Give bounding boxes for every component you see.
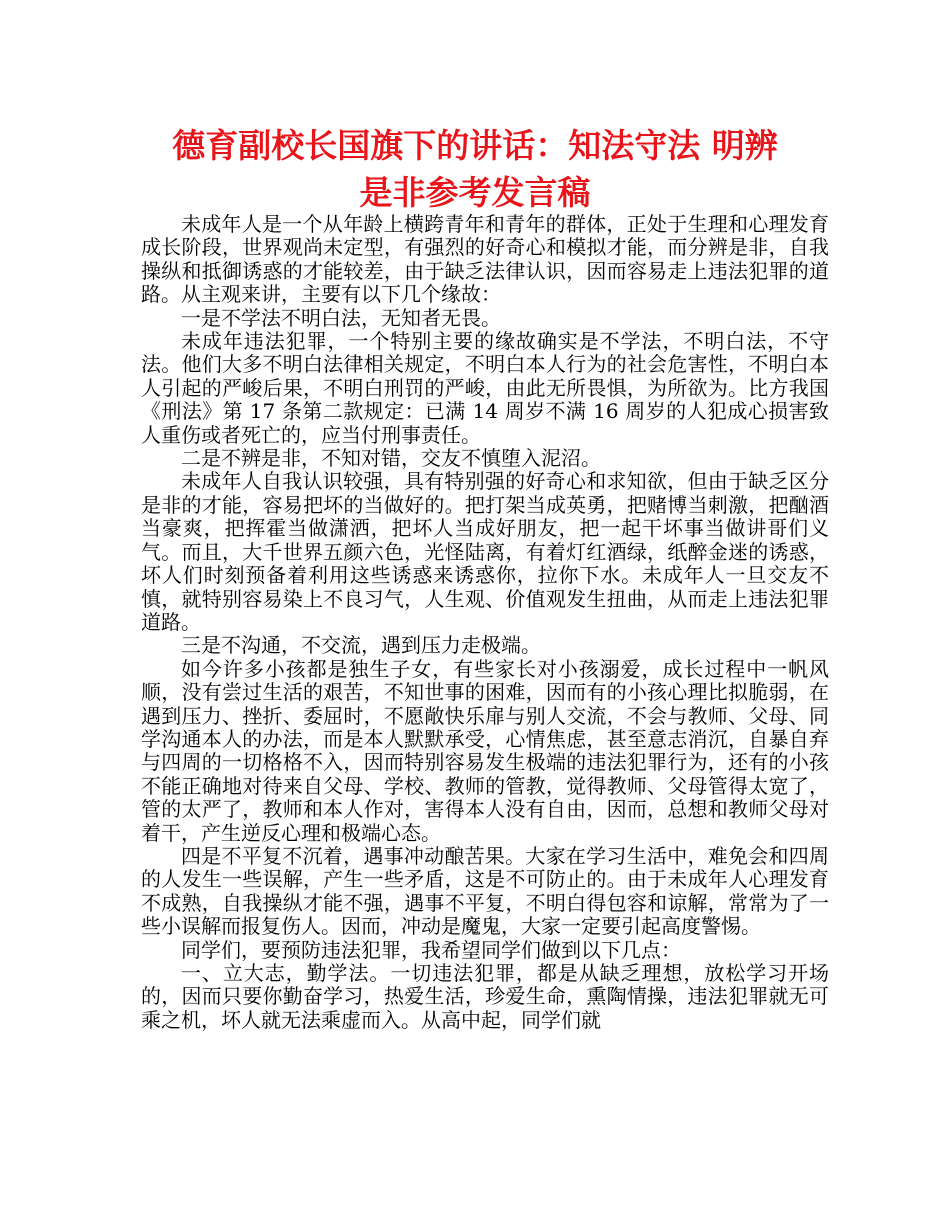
page-title <box>130 122 820 216</box>
paragraph-point-4: 四是不平复不沉着，遇事冲动酿苦果。大家在学习生活中，难免会和四周的人发生一些误解，产生一些矛盾，这是不可防止的。由于未成年人心理发育不成熟，自我操纵才能不强，遇事不平复，不明白得包容和谅解，常常为了一些小误解而报复伤人。因而，冲动是魔鬼，大家一定要引起高度警惕。 <box>141 843 829 939</box>
document-body <box>141 213 829 1032</box>
paragraph-point-3-heading: 三是不沟通，不交流，遇到压力走极端。 <box>181 633 541 658</box>
paragraph-point-1-body: 未成年违法犯罪，一个特别主要的缘故确实是不学法，不明白法，不守法。他们大多不明白法律相关规定，不明白本人行为的社会危害性，不明白本人引起的严峻后果，不明白刑罚的严峻，由此无所畏惧，为所欲为。比方我国《刑法》第 17 条第二款规定：已满 14 周岁不满 16 周岁的人犯成心损害致人重伤或者死亡的，应当付刑事责任。 <box>141 329 829 447</box>
title-line-1: 德育副校长国旗下的讲话：知法守法 明辨 <box>172 126 778 165</box>
paragraph-point-2-heading: 二是不辨是非，不知对错，交友不慎堕入泥沼。 <box>181 446 601 471</box>
paragraph-point-2-body: 未成年人自我认识较强，具有特别强的好奇心和求知欲，但由于缺乏区分是非的才能，容易把坏的当做好的。把打架当成英勇，把赌博当刺激，把酗酒当豪爽，把挥霍当做潇洒，把坏人当成好朋友，把一起干坏事当做讲哥们义气。而且，大千世界五颜六色，光怪陆离，有着灯红酒绿，纸醉金迷的诱惑，坏人们时刻预备着利用这些诱惑来诱惑你，拉你下水。未成年人一旦交友不慎，就特别容易染上不良习气，人生观、价值观发生扭曲，从而走上违法犯罪道路。 <box>141 469 829 634</box>
paragraph-point-1-heading: 一是不学法不明白法，无知者无畏。 <box>181 305 501 330</box>
title-line-2: 是非参考发言稿 <box>359 173 591 212</box>
paragraph-advice-1: 一、立大志，勤学法。一切违法犯罪，都是从缺乏理想，放松学习开场的，因而只要你勤奋学习，热爱生活，珍爱生命，熏陶情操，违法犯罪就无可乘之机，坏人就无法乘虚而入。从高中起，同学们就 <box>141 961 829 1032</box>
paragraph-point-3-body: 如今许多小孩都是独生子女，有些家长对小孩溺爱，成长过程中一帆风顺，没有尝过生活的艰苦，不知世事的困难，因而有的小孩心理比拟脆弱，在遇到压力、挫折、委屈时，不愿敞快乐扉与别人交流，不会与教师、父母、同学沟通本人的办法，而是本人默默承受，心情焦虑，甚至意志消沉，自暴自弃与四周的一切格格不入，因而特别容易发生极端的违法犯罪行为，还有的小孩不能正确地对待来自父母、学校、教师的管教，觉得教师、父母管得太宽了，管的太严了，教师和本人作对，害得本人没有自由，因而，总想和教师父母对着干，产生逆反心理和极端心态。 <box>141 656 829 845</box>
paragraph-advice-intro: 同学们，要预防违法犯罪，我希望同学们做到以下几点： <box>181 937 681 962</box>
paragraph-intro: 未成年人是一个从年龄上横跨青年和青年的群体，正处于生理和心理发育成长阶段，世界观尚未定型，有强烈的好奇心和模拟才能，而分辨是非，自我操纵和抵御诱惑的才能较差，由于缺乏法律认识，因而容易走上违法犯罪的道路。从主观来讲，主要有以下几个缘故： <box>141 212 829 307</box>
